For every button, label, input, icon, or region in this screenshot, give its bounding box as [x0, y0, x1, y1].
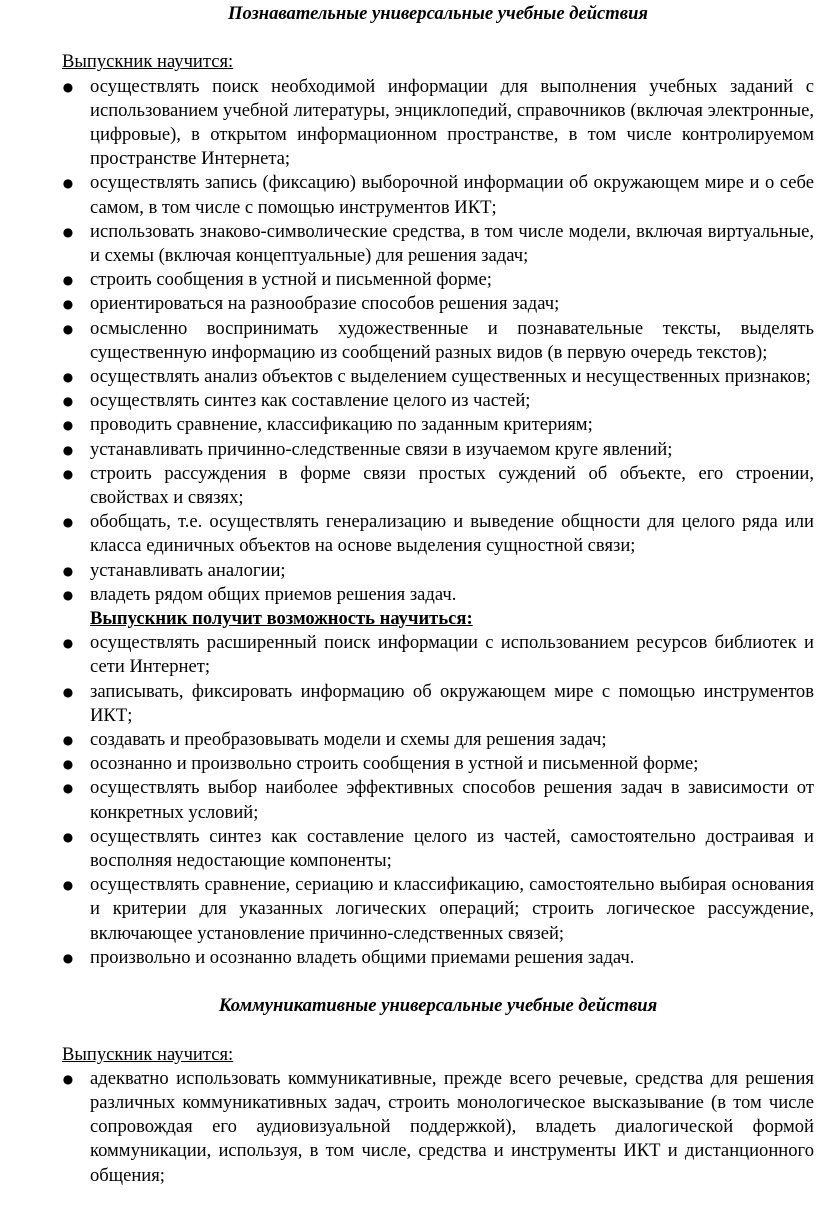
list-item: [62, 317, 814, 365]
bullet-icon: ●: [62, 297, 74, 312]
bullet-icon: ●: [62, 684, 74, 699]
list-item-text: осуществлять анализ объектов с выделением существенных и несущественных признаков;: [90, 366, 811, 388]
lead-graduate-will-learn: Выпускник научится:: [62, 51, 234, 73]
section-title-communicative: Коммуникативные универсальные учебные действия: [218, 995, 658, 1017]
list-item-text: строить рассуждения в форме связи простых суждений об объекте, его строении, свойствах и связях;: [90, 462, 814, 509]
list-item-text: строить сообщения в устной и письменной форме;: [90, 269, 492, 291]
lead-graduate-opportunity: Выпускник получит возможность научиться:: [90, 608, 473, 630]
list-item: [62, 825, 814, 873]
list-item-text: использовать знаково-символические средства, в том числе модели, включая виртуальные, и схемы (включая концептуальные) для решения задач;: [90, 220, 814, 266]
list-item-text: проводить сравнение, классификацию по заданным критериям;: [90, 414, 593, 436]
spacer: [62, 26, 814, 50]
list-item: [62, 171, 814, 219]
list-item: [62, 680, 814, 728]
bullet-icon: ●: [62, 466, 74, 481]
list-item-text: устанавливать причинно-следственные связи в изучаемом круге явлений;: [90, 438, 673, 460]
list-item-text: осуществлять синтез как составление целого из частей;: [90, 390, 531, 412]
list-item: [62, 1067, 814, 1188]
bullet-icon: ●: [62, 224, 74, 239]
list-item: [62, 268, 814, 292]
bullet-icon: ●: [62, 321, 74, 336]
list-item-text: осуществлять расширенный поиск информации с использованием ресурсов библиотек и сети Интернет;: [90, 632, 814, 678]
list-item: [62, 728, 814, 752]
cognitive-skills-list: [62, 75, 814, 607]
bullet-icon: ●: [62, 442, 74, 457]
communicative-skills-list: [62, 1067, 814, 1188]
list-item-text: осуществлять сравнение, сериацию и классификацию, самостоятельно выбирая основания и критерии для указанных логических операций; строить логическое рассуждение, включающее установление причинно-следственных связей;: [90, 874, 814, 944]
bullet-icon: ●: [62, 79, 74, 94]
spacer: [62, 970, 814, 994]
bullet-icon: ●: [62, 733, 74, 748]
bullet-icon: ●: [62, 515, 74, 530]
bullet-icon: ●: [62, 757, 74, 772]
list-item: [62, 752, 814, 776]
list-item: [62, 292, 814, 316]
bullet-icon: ●: [62, 1071, 74, 1086]
list-item: [62, 438, 814, 462]
list-item: [62, 75, 814, 172]
list-item-text: осуществлять синтез как составление целого из частей, самостоятельно достраивая и восполняя недостающие компоненты;: [90, 825, 814, 872]
list-item-text: осознанно и произвольно строить сообщения в устной и письменной форме;: [90, 753, 699, 775]
bullet-icon: ●: [62, 176, 74, 191]
bullet-icon: ●: [62, 636, 74, 651]
list-item: [62, 631, 814, 679]
spacer: [62, 1018, 814, 1042]
section-title-cognitive: Познавательные универсальные учебные действия: [227, 3, 648, 24]
bullet-icon: ●: [62, 878, 74, 893]
document-page: [62, 0, 814, 1188]
bullet-icon: ●: [62, 950, 74, 965]
bullet-icon: ●: [62, 370, 74, 385]
list-item-text: осуществлять поиск необходимой информации для выполнения учебных заданий с использованием учебной литературы, энциклопедий, справочников (включая электронные, цифровые), в открытом информационном пространстве, в том числе контролируемом пространстве Интернета;: [90, 75, 814, 170]
bullet-icon: ●: [62, 781, 74, 796]
list-item-text: осуществлять запись (фиксацию) выборочной информации об окружающем мире и о себе самом, в том числе с помощью инструментов ИКТ;: [90, 172, 814, 218]
bullet-icon: ●: [62, 587, 74, 602]
list-item: [62, 776, 814, 824]
bullet-icon: ●: [62, 394, 74, 409]
list-item: [62, 583, 814, 607]
list-item: [62, 559, 814, 583]
bullet-icon: ●: [62, 273, 74, 288]
list-item: [62, 389, 814, 413]
list-item: [62, 873, 814, 946]
list-item: [62, 413, 814, 437]
lead-graduate-will-learn-communicative: Выпускник научится:: [62, 1043, 234, 1065]
list-item-text: произвольно и осознанно владеть общими приемами решения задач.: [90, 946, 635, 968]
list-item: [62, 510, 814, 558]
bullet-icon: ●: [62, 829, 74, 844]
list-item: [62, 365, 814, 389]
list-item-text: создавать и преобразовывать модели и схемы для решения задач;: [90, 729, 607, 751]
cognitive-opportunity-list: [62, 631, 814, 970]
list-item-text: обобщать, т.е. осуществлять генерализацию и выведение общности для целого ряда или класса единичных объектов на основе выделения сущностной связи;: [90, 511, 814, 557]
bullet-icon: ●: [62, 563, 74, 578]
list-item: [62, 946, 814, 970]
list-item: [62, 462, 814, 510]
list-item: [62, 220, 814, 268]
list-item-text: владеть рядом общих приемов решения задач.: [90, 583, 457, 605]
list-item-text: адекватно использовать коммуникативные, прежде всего речевые, средства для решения различных коммуникативных задач, строить монологическое высказывание (в том числе сопровождая его аудиовизуальной поддержкой), владеть диалогической формой коммуникации, используя, в том числе, средства и инструменты ИКТ и дистанционного общения;: [90, 1067, 814, 1186]
list-item-text: осуществлять выбор наиболее эффективных способов решения задач в зависимости от конкретных условий;: [90, 777, 814, 823]
list-item-text: осмысленно воспринимать художественные и познавательные тексты, выделять существенную информацию из сообщений разных видов (в первую очередь текстов);: [90, 317, 814, 363]
list-item-text: устанавливать аналогии;: [90, 559, 286, 581]
list-item-text: записывать, фиксировать информацию об окружающем мире с помощью инструментов ИКТ;: [90, 680, 814, 726]
bullet-icon: ●: [62, 418, 74, 433]
list-item-text: ориентироваться на разнообразие способов решения задач;: [90, 293, 560, 315]
